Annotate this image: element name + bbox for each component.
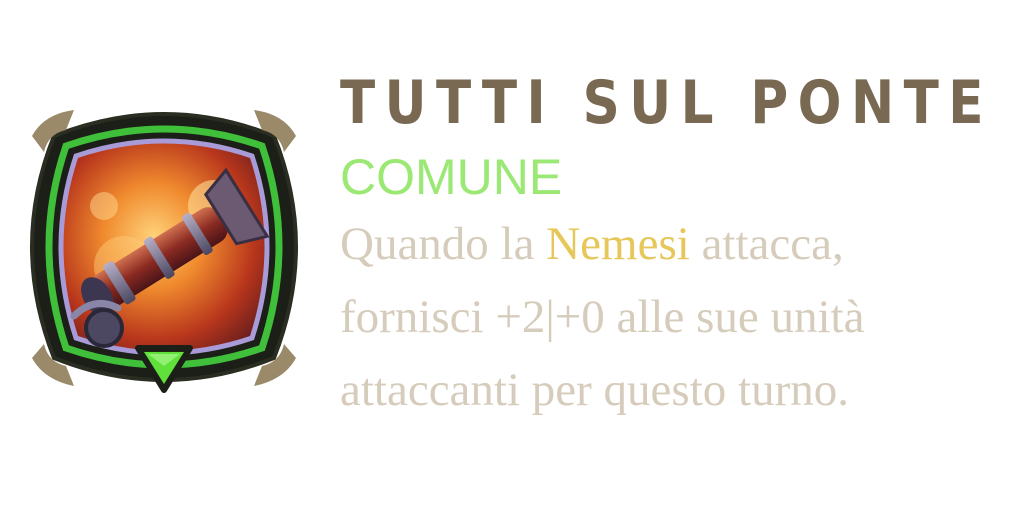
- keyword-nemesi[interactable]: Nemesi: [546, 218, 690, 270]
- description-line-2: fornisci +2|+0 alle sue unità: [340, 291, 865, 343]
- card-title: TUTTI SUL PONTE: [340, 68, 993, 138]
- card-text: [340, 62, 1020, 427]
- description-line-3: attaccanti per questo turno.: [340, 364, 849, 416]
- description-line-1: [340, 208, 1020, 281]
- description-text: Quando la: [340, 218, 547, 270]
- description: [340, 208, 1020, 427]
- rarity-label: COMUNE: [340, 149, 563, 205]
- description-text: attacca,: [689, 218, 844, 270]
- card-art-frame: [14, 96, 314, 408]
- cannon-icon: [14, 96, 314, 408]
